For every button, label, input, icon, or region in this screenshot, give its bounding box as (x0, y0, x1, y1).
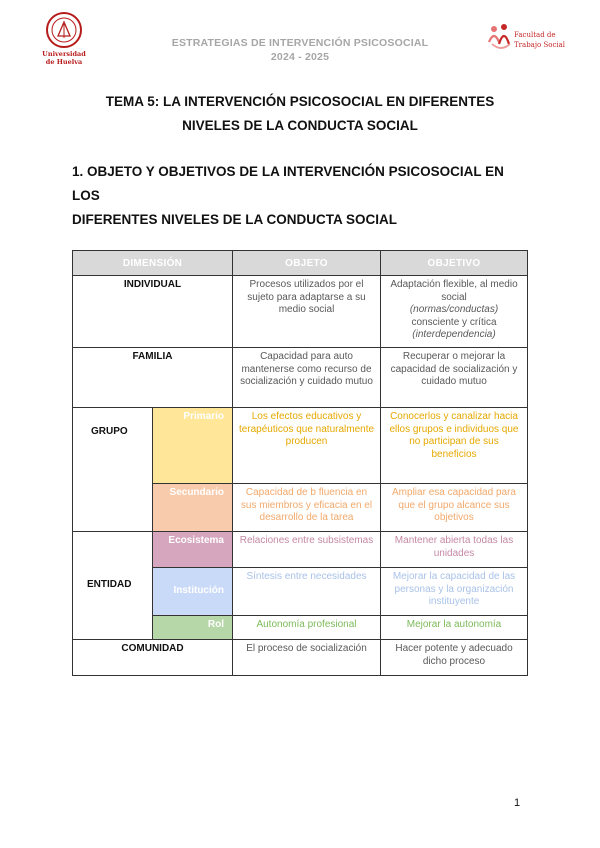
objeto-individual: Procesos utilizados por el sujeto para adaptarse a su medio social (233, 276, 381, 348)
objetivo-primario: Conocerlos y canalizar hacia ellos grupos e individuos que no participan de sus beneficios (381, 408, 528, 484)
svg-text:Universidad: Universidad (42, 50, 86, 58)
objetivo-individual-line-3: consciente y crítica (411, 316, 497, 328)
svg-text:de Huelva: de Huelva (45, 58, 83, 66)
table-row-individual (73, 276, 528, 348)
dimension-comunidad: COMUNIDAD (73, 640, 233, 676)
title-line-2: NIVELES DE LA CONDUCTA SOCIAL (182, 118, 418, 133)
header-objetivo: OBJETIVO (381, 251, 528, 276)
objetivo-rol: Mejorar la autonomía (381, 616, 528, 640)
subdimension-ecosistema: Ecosistema (153, 532, 233, 568)
subdimension-institucion: Institución (153, 568, 233, 616)
conduct-levels-table (72, 250, 528, 676)
header-dimension: DIMENSIÓN (73, 251, 233, 276)
objeto-familia: Capacidad para auto mantenerse como recurso de socialización y cuidado mutuo (233, 348, 381, 408)
faculty-figures-icon (486, 22, 572, 54)
objetivo-individual-line-2: (normas/conductas) (409, 304, 499, 315)
dimension-entidad: ENTIDAD (73, 532, 153, 640)
header-year: 2024 - 2025 (270, 51, 330, 63)
university-logo (40, 10, 88, 68)
subdimension-secundario: Secundario (153, 484, 233, 532)
objetivo-individual (381, 276, 528, 348)
objetivo-individual-line-1: Adaptación flexible, al medio social (390, 279, 518, 303)
document-header (140, 36, 460, 64)
table-row-comunidad (73, 640, 528, 676)
section-line-1: 1. OBJETO Y OBJETIVOS DE LA INTERVENCIÓN PSICOSOCIAL EN LOS (72, 164, 504, 203)
objetivo-familia: Recuperar o mejorar la capacidad de socialización y cuidado mutuo (381, 348, 528, 408)
objetivo-secundario: Ampliar esa capacidad para que el grupo alcance sus objetivos (381, 484, 528, 532)
objeto-institucion: Síntesis entre necesidades (233, 568, 381, 616)
objeto-primario: Los efectos educativos y terapéuticos que naturalmente producen (233, 408, 381, 484)
university-seal-icon (40, 10, 88, 68)
objetivo-ecosistema: Mantener abierta todas las unidades (381, 532, 528, 568)
subdimension-primario: Primario (153, 408, 233, 484)
table-row-entidad-ecosistema (73, 532, 528, 568)
objeto-rol: Autonomía profesional (233, 616, 381, 640)
dimension-familia: FAMILIA (73, 348, 233, 408)
table-row-grupo-primario (73, 408, 528, 484)
dimension-grupo: GRUPO (73, 408, 153, 532)
section-line-2: DIFERENTES NIVELES DE LA CONDUCTA SOCIAL (72, 212, 398, 227)
title-line-1: TEMA 5: LA INTERVENCIÓN PSICOSOCIAL EN DIFERENTES (105, 94, 495, 109)
table-row-familia (73, 348, 528, 408)
objeto-comunidad: El proceso de socialización (233, 640, 381, 676)
subdimension-rol: Rol (153, 616, 233, 640)
faculty-logo (486, 22, 572, 54)
dimension-individual: INDIVIDUAL (73, 276, 233, 348)
objetivo-institucion: Mejorar la capacidad de las personas y la organización instituyente (381, 568, 528, 616)
svg-text:Trabajo Social: Trabajo Social (514, 41, 566, 49)
table-header-row (73, 251, 528, 276)
section-heading (72, 160, 532, 232)
objetivo-comunidad: Hacer potente y adecuado dicho proceso (381, 640, 528, 676)
header-course: ESTRATEGIAS DE INTERVENCIÓN PSICOSOCIAL (171, 37, 429, 49)
objeto-ecosistema: Relaciones entre subsistemas (233, 532, 381, 568)
header-objeto: OBJETO (233, 251, 381, 276)
objetivo-individual-line-4: (interdependencia) (412, 329, 496, 340)
objeto-secundario: Capacidad de b fluencia en sus miembros y eficacia en el desarrollo de la tarea (233, 484, 381, 532)
svg-text:Facultad de: Facultad de (514, 31, 556, 39)
page-number: 1 (514, 797, 521, 809)
page-title (60, 90, 540, 138)
